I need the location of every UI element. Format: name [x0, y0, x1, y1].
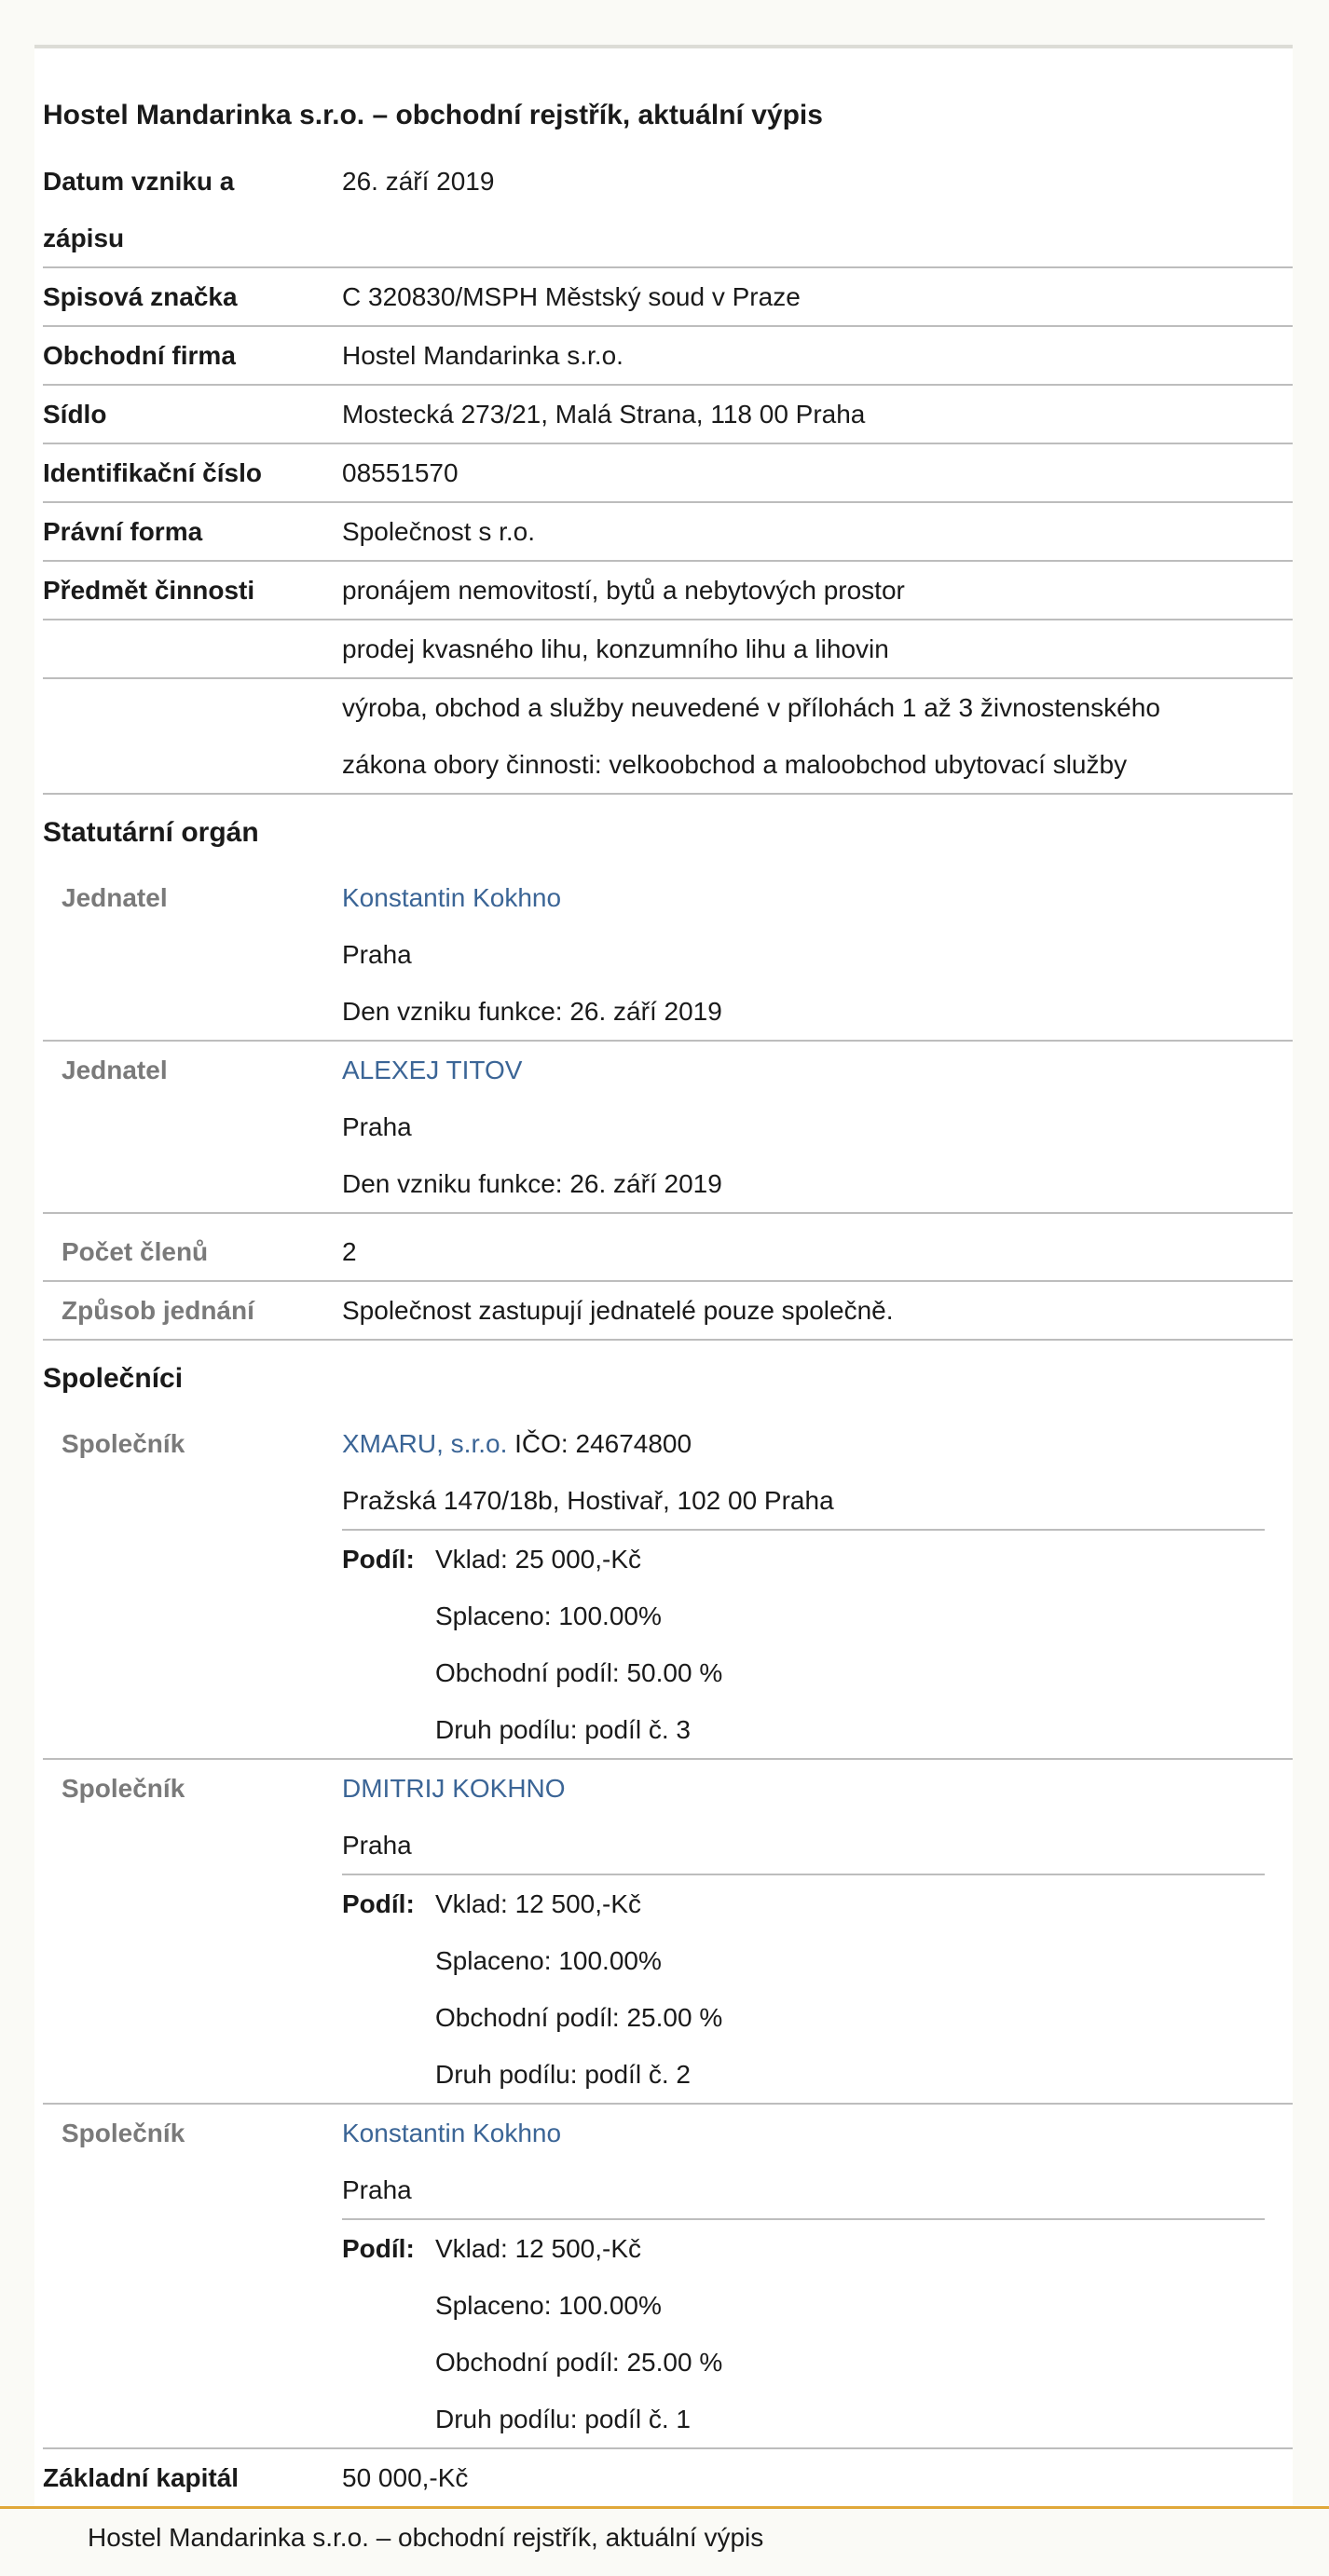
podil-label: Podíl:	[342, 2234, 415, 2263]
jednatel-city: Praha	[342, 940, 412, 969]
jednatel-since: Den vzniku funkce: 26. září 2019	[342, 997, 722, 1026]
label-ico: Identifikační číslo	[43, 458, 262, 487]
value-zpusob-jednani: Společnost zastupují jednatelé pouze společně.	[342, 1296, 894, 1325]
spolecnik-address: Pražská 1470/18b, Hostivař, 102 00 Praha	[342, 1486, 834, 1515]
value-pocet-clenu: 2	[342, 1237, 357, 1266]
spolecnik-entry	[43, 2105, 1293, 2449]
podil-druh: Druh podílu: podíl č. 3	[435, 1715, 691, 1744]
spolecnik-label: Společník	[62, 1429, 185, 1458]
label-pocet-clenu: Počet členů	[62, 1237, 209, 1266]
spolecnik-label: Společník	[62, 1774, 185, 1803]
label-obchodni-firma: Obchodní firma	[43, 341, 236, 370]
row-predmet-cinnosti	[43, 562, 1293, 620]
value-zakladni-kapital: 50 000,-Kč	[342, 2463, 469, 2492]
value-predmet-3: výroba, obchod a služby neuvedené v přílohách 1 až 3 živnostenského zákona obory činnosti: velkoobchod a maloobchod ubytovací služby	[342, 693, 1160, 779]
row-sidlo	[43, 386, 1293, 444]
podil-block	[342, 2218, 1265, 2447]
value-predmet-1: pronájem nemovitostí, bytů a nebytových prostor	[342, 576, 905, 605]
label-zpusob-jednani: Způsob jednání	[62, 1296, 254, 1325]
value-pravni-forma: Společnost s r.o.	[342, 517, 536, 546]
jednatel-label: Jednatel	[62, 883, 168, 912]
podil-obchodni: Obchodní podíl: 50.00 %	[435, 1658, 723, 1687]
spolecnik-ico: IČO: 24674800	[514, 1429, 692, 1458]
value-datum-vzniku: 26. září 2019	[342, 167, 495, 196]
row-predmet-2	[43, 620, 1293, 679]
jednatel-label: Jednatel	[62, 1056, 168, 1084]
podil-label: Podíl:	[342, 1889, 415, 1918]
spolecnik-name-link[interactable]: Konstantin Kokhno	[342, 2119, 562, 2147]
podil-block	[342, 1874, 1265, 2103]
jednatel-entry	[43, 869, 1293, 1042]
spolecnik-name-link[interactable]: DMITRIJ KOKHNO	[342, 1774, 566, 1803]
spolecnik-address: Praha	[342, 1831, 412, 1860]
record-sheet	[34, 45, 1293, 2508]
page-footer	[0, 2506, 1329, 2576]
label-predmet-cinnosti: Předmět činnosti	[43, 576, 255, 605]
row-predmet-3	[43, 679, 1293, 795]
podil-splaceno: Splaceno: 100.00%	[435, 2291, 662, 2320]
label-datum-vzniku: Datum vzniku a zápisu	[43, 167, 235, 252]
jednatel-name-link[interactable]: ALEXEJ TITOV	[342, 1056, 523, 1084]
row-ico	[43, 444, 1293, 503]
jednatel-since: Den vzniku funkce: 26. září 2019	[342, 1169, 722, 1198]
value-predmet-2: prodej kvasného lihu, konzumního lihu a lihovin	[342, 634, 889, 663]
spolecnik-entry	[43, 1760, 1293, 2105]
row-obchodni-firma	[43, 327, 1293, 386]
jednatel-name-link[interactable]: Konstantin Kokhno	[342, 883, 562, 912]
label-sidlo: Sídlo	[43, 400, 107, 429]
record-content	[43, 97, 1293, 2508]
section-statutarni-organ: Statutární orgán	[43, 817, 259, 848]
section-spolecnici: Společníci	[43, 1363, 184, 1394]
podil-vklad: Vklad: 12 500,-Kč	[435, 1889, 642, 1918]
spolecnik-entry	[43, 1415, 1293, 1760]
footer-title: Hostel Mandarinka s.r.o. – obchodní rejstřík, aktuální výpis	[88, 2523, 764, 2552]
row-pocet-clenu	[43, 1214, 1293, 1282]
label-pravni-forma: Právní forma	[43, 517, 203, 546]
spolecnik-name-link[interactable]: XMARU, s.r.o.	[342, 1429, 508, 1458]
podil-obchodni: Obchodní podíl: 25.00 %	[435, 2348, 723, 2377]
row-datum-vzniku	[43, 153, 1293, 268]
podil-label: Podíl:	[342, 1545, 415, 1574]
podil-block	[342, 1529, 1265, 1758]
podil-vklad: Vklad: 25 000,-Kč	[435, 1545, 642, 1574]
jednatel-city: Praha	[342, 1112, 412, 1141]
value-spisova-znacka: C 320830/MSPH Městský soud v Praze	[342, 282, 801, 311]
label-zakladni-kapital: Základní kapitál	[43, 2463, 240, 2492]
podil-druh: Druh podílu: podíl č. 2	[435, 2060, 691, 2089]
podil-splaceno: Splaceno: 100.00%	[435, 1946, 662, 1975]
value-ico: 08551570	[342, 458, 459, 487]
podil-splaceno: Splaceno: 100.00%	[435, 1601, 662, 1630]
podil-vklad: Vklad: 12 500,-Kč	[435, 2234, 642, 2263]
value-sidlo: Mostecká 273/21, Malá Strana, 118 00 Praha	[342, 400, 866, 429]
row-zakladni-kapital	[43, 2449, 1293, 2508]
label-spisova-znacka: Spisová značka	[43, 282, 238, 311]
row-spisova-znacka	[43, 268, 1293, 327]
page-title: Hostel Mandarinka s.r.o. – obchodní rejstřík, aktuální výpis	[43, 100, 823, 130]
spolecnik-address: Praha	[342, 2175, 412, 2204]
row-zpusob-jednani	[43, 1282, 1293, 1341]
value-obchodni-firma: Hostel Mandarinka s.r.o.	[342, 341, 623, 370]
jednatel-entry	[43, 1042, 1293, 1214]
podil-obchodni: Obchodní podíl: 25.00 %	[435, 2003, 723, 2032]
row-pravni-forma	[43, 503, 1293, 562]
spolecnik-label: Společník	[62, 2119, 185, 2147]
podil-druh: Druh podílu: podíl č. 1	[435, 2405, 691, 2433]
